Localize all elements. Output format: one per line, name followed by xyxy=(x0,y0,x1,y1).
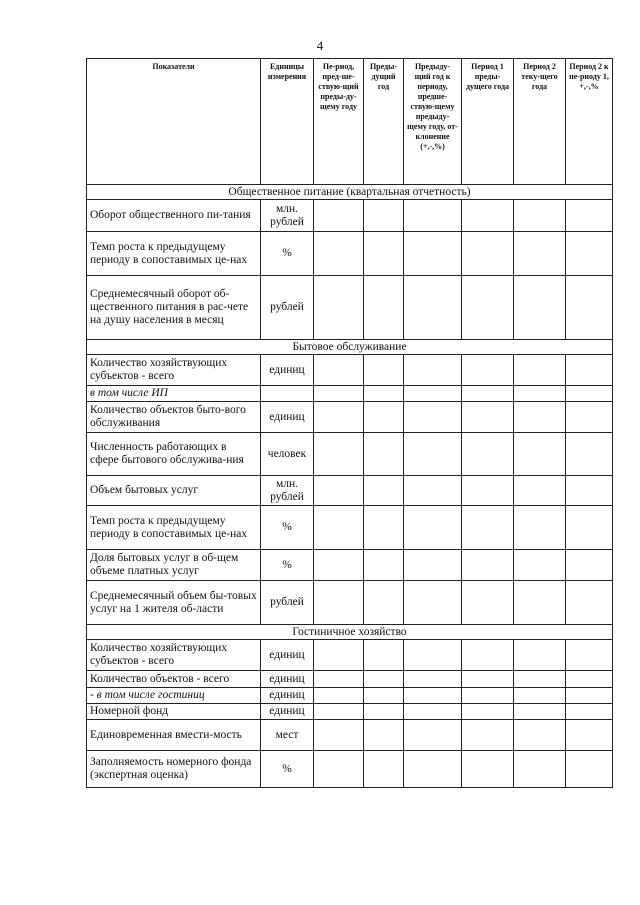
value-cell[interactable] xyxy=(462,402,514,433)
table-row xyxy=(87,581,613,625)
value-cell[interactable] xyxy=(514,671,566,688)
unit-cell: единиц xyxy=(261,640,314,671)
table-row xyxy=(87,200,613,232)
indicator-cell: Численность работающих в сфере бытового обслужива-ния xyxy=(87,433,261,476)
value-cell[interactable] xyxy=(364,720,404,751)
value-cell[interactable] xyxy=(404,506,462,550)
col-header-previous-year: Преды-дущий год xyxy=(364,59,404,185)
indicator-cell: в том числе ИП xyxy=(87,386,261,402)
value-cell[interactable] xyxy=(566,581,613,625)
value-cell[interactable] xyxy=(566,671,613,688)
value-cell[interactable] xyxy=(364,402,404,433)
unit-cell: % xyxy=(261,506,314,550)
table-row xyxy=(87,550,613,581)
value-cell[interactable] xyxy=(514,476,566,506)
indicator-cell: Среднемесячный оборот об-щественного питания в рас-чете на душу населения в месяц xyxy=(87,276,261,340)
value-cell[interactable] xyxy=(364,640,404,671)
value-cell[interactable] xyxy=(314,386,364,402)
value-cell[interactable] xyxy=(514,276,566,340)
table-row xyxy=(87,433,613,476)
value-cell[interactable] xyxy=(364,433,404,476)
value-cell[interactable] xyxy=(364,581,404,625)
value-cell[interactable] xyxy=(364,688,404,704)
unit-cell: млн. рублей xyxy=(261,476,314,506)
value-cell[interactable] xyxy=(566,276,613,340)
value-cell[interactable] xyxy=(314,751,364,788)
value-cell[interactable] xyxy=(364,476,404,506)
unit-cell: человек xyxy=(261,433,314,476)
value-cell[interactable] xyxy=(364,751,404,788)
indicator-cell: Количество объектов - всего xyxy=(87,671,261,688)
value-cell[interactable] xyxy=(314,402,364,433)
value-cell[interactable] xyxy=(314,720,364,751)
section-header-row xyxy=(87,340,613,355)
value-cell[interactable] xyxy=(462,751,514,788)
value-cell[interactable] xyxy=(404,402,462,433)
value-cell[interactable] xyxy=(314,276,364,340)
col-header-period-change: Период 2 к пе-риоду 1, +,-,% xyxy=(566,59,613,185)
indicator-cell: Объем бытовых услуг xyxy=(87,476,261,506)
indicator-cell: Количество объектов быто-вого обслуживания xyxy=(87,402,261,433)
value-cell[interactable] xyxy=(314,704,364,720)
unit-cell: рублей xyxy=(261,581,314,625)
value-cell[interactable] xyxy=(404,550,462,581)
value-cell[interactable] xyxy=(314,200,364,232)
unit-cell: единиц xyxy=(261,688,314,704)
value-cell[interactable] xyxy=(314,550,364,581)
table-row xyxy=(87,232,613,276)
value-cell[interactable] xyxy=(314,640,364,671)
value-cell[interactable] xyxy=(364,276,404,340)
value-cell[interactable] xyxy=(404,355,462,386)
page-number: 4 xyxy=(316,38,324,53)
value-cell[interactable] xyxy=(314,581,364,625)
value-cell[interactable] xyxy=(314,506,364,550)
indicator-cell: Среднемесячный объем бы-товых услуг на 1 жителя об-ласти xyxy=(87,581,261,625)
value-cell[interactable] xyxy=(314,232,364,276)
value-cell[interactable] xyxy=(404,671,462,688)
value-cell[interactable] xyxy=(566,476,613,506)
indicator-cell: Заполняемость номерного фонда (экспертная оценка) xyxy=(87,751,261,788)
value-cell[interactable] xyxy=(566,402,613,433)
table-row xyxy=(87,751,613,788)
table-row xyxy=(87,640,613,671)
value-cell[interactable] xyxy=(566,355,613,386)
table-row xyxy=(87,402,613,433)
col-header-period1-previous: Период 1 преды-дущего года xyxy=(462,59,514,185)
indicator-cell: Темп роста к предыдущему периоду в сопоставимых це-нах xyxy=(87,232,261,276)
value-cell[interactable] xyxy=(364,355,404,386)
value-cell[interactable] xyxy=(404,232,462,276)
value-cell[interactable] xyxy=(566,640,613,671)
value-cell[interactable] xyxy=(514,506,566,550)
value-cell[interactable] xyxy=(314,671,364,688)
table-row xyxy=(87,476,613,506)
unit-cell: единиц xyxy=(261,402,314,433)
value-cell[interactable] xyxy=(462,433,514,476)
value-cell[interactable] xyxy=(514,200,566,232)
value-cell[interactable] xyxy=(514,640,566,671)
unit-cell: % xyxy=(261,550,314,581)
section-header-row xyxy=(87,625,613,640)
value-cell[interactable] xyxy=(462,550,514,581)
section-title: Общественное питание (квартальная отчетность) xyxy=(87,185,613,200)
value-cell[interactable] xyxy=(462,476,514,506)
value-cell[interactable] xyxy=(404,386,462,402)
value-cell[interactable] xyxy=(514,550,566,581)
table-row xyxy=(87,688,613,704)
unit-cell: % xyxy=(261,232,314,276)
section-header-row xyxy=(87,185,613,200)
value-cell[interactable] xyxy=(462,671,514,688)
value-cell[interactable] xyxy=(566,433,613,476)
value-cell[interactable] xyxy=(514,704,566,720)
table-row xyxy=(87,506,613,550)
value-cell[interactable] xyxy=(514,433,566,476)
value-cell[interactable] xyxy=(462,200,514,232)
unit-cell xyxy=(261,386,314,402)
indicator-cell: Оборот общественного пи-тания xyxy=(87,200,261,232)
unit-cell: единиц xyxy=(261,704,314,720)
indicator-cell: Количество хозяйствующих субъектов - всего xyxy=(87,355,261,386)
unit-cell: единиц xyxy=(261,355,314,386)
value-cell[interactable] xyxy=(514,402,566,433)
value-cell[interactable] xyxy=(566,720,613,751)
indicator-cell: Единовременная вмести-мость xyxy=(87,720,261,751)
value-cell[interactable] xyxy=(404,688,462,704)
value-cell[interactable] xyxy=(514,688,566,704)
value-cell[interactable] xyxy=(566,200,613,232)
table-body xyxy=(87,185,613,788)
value-cell[interactable] xyxy=(364,704,404,720)
value-cell[interactable] xyxy=(514,720,566,751)
report-table xyxy=(86,58,613,788)
value-cell[interactable] xyxy=(514,751,566,788)
table-row xyxy=(87,386,613,402)
value-cell[interactable] xyxy=(404,640,462,671)
unit-cell: млн. рублей xyxy=(261,200,314,232)
value-cell[interactable] xyxy=(514,355,566,386)
unit-cell: единиц xyxy=(261,671,314,688)
value-cell[interactable] xyxy=(462,232,514,276)
value-cell[interactable] xyxy=(404,751,462,788)
value-cell[interactable] xyxy=(462,386,514,402)
indicator-cell: Количество хозяйствующих субъектов - всего xyxy=(87,640,261,671)
value-cell[interactable] xyxy=(462,688,514,704)
value-cell[interactable] xyxy=(566,751,613,788)
value-cell[interactable] xyxy=(462,640,514,671)
unit-cell: % xyxy=(261,751,314,788)
value-cell[interactable] xyxy=(364,200,404,232)
unit-cell: рублей xyxy=(261,276,314,340)
table-row xyxy=(87,276,613,340)
value-cell[interactable] xyxy=(314,433,364,476)
value-cell[interactable] xyxy=(462,506,514,550)
value-cell[interactable] xyxy=(566,386,613,402)
indicator-cell: - в том числе гостиниц xyxy=(87,688,261,704)
header-row xyxy=(87,59,613,185)
col-header-indicator: Показатели xyxy=(87,59,261,185)
value-cell[interactable] xyxy=(364,386,404,402)
value-cell[interactable] xyxy=(404,704,462,720)
indicator-cell: Доля бытовых услуг в об-щем объеме платных услуг xyxy=(87,550,261,581)
value-cell[interactable] xyxy=(462,704,514,720)
value-cell[interactable] xyxy=(514,386,566,402)
value-cell[interactable] xyxy=(566,550,613,581)
value-cell[interactable] xyxy=(566,506,613,550)
value-cell[interactable] xyxy=(314,688,364,704)
value-cell[interactable] xyxy=(462,720,514,751)
value-cell[interactable] xyxy=(462,355,514,386)
value-cell[interactable] xyxy=(566,704,613,720)
value-cell[interactable] xyxy=(404,581,462,625)
value-cell[interactable] xyxy=(566,688,613,704)
col-header-period2-current: Период 2 теку-щего года xyxy=(514,59,566,185)
value-cell[interactable] xyxy=(404,476,462,506)
value-cell[interactable] xyxy=(462,581,514,625)
value-cell[interactable] xyxy=(364,232,404,276)
unit-cell: мест xyxy=(261,720,314,751)
value-cell[interactable] xyxy=(404,720,462,751)
col-header-deviation: Предыду-щий год к периоду, предше-ствую-щему предыду-щему году, от-клонение (+,-,%) xyxy=(404,59,462,185)
section-title: Бытовое обслуживание xyxy=(87,340,613,355)
value-cell[interactable] xyxy=(364,550,404,581)
table-row xyxy=(87,720,613,751)
value-cell[interactable] xyxy=(314,476,364,506)
table-row xyxy=(87,671,613,688)
indicator-cell: Темп роста к предыдущему периоду в сопоставимых це-нах xyxy=(87,506,261,550)
value-cell[interactable] xyxy=(364,506,404,550)
value-cell[interactable] xyxy=(404,433,462,476)
value-cell[interactable] xyxy=(314,355,364,386)
value-cell[interactable] xyxy=(514,232,566,276)
col-header-pre-previous-period: Пе-риод, пред-ше-ствую-щий преды-ду-щему году xyxy=(314,59,364,185)
col-header-unit: Единицы измерения xyxy=(261,59,314,185)
table-row xyxy=(87,355,613,386)
section-title: Гостиничное хозяйство xyxy=(87,625,613,640)
value-cell[interactable] xyxy=(514,581,566,625)
value-cell[interactable] xyxy=(404,200,462,232)
indicator-cell: Номерной фонд xyxy=(87,704,261,720)
value-cell[interactable] xyxy=(462,276,514,340)
value-cell[interactable] xyxy=(364,671,404,688)
table-row xyxy=(87,704,613,720)
value-cell[interactable] xyxy=(566,232,613,276)
value-cell[interactable] xyxy=(404,276,462,340)
